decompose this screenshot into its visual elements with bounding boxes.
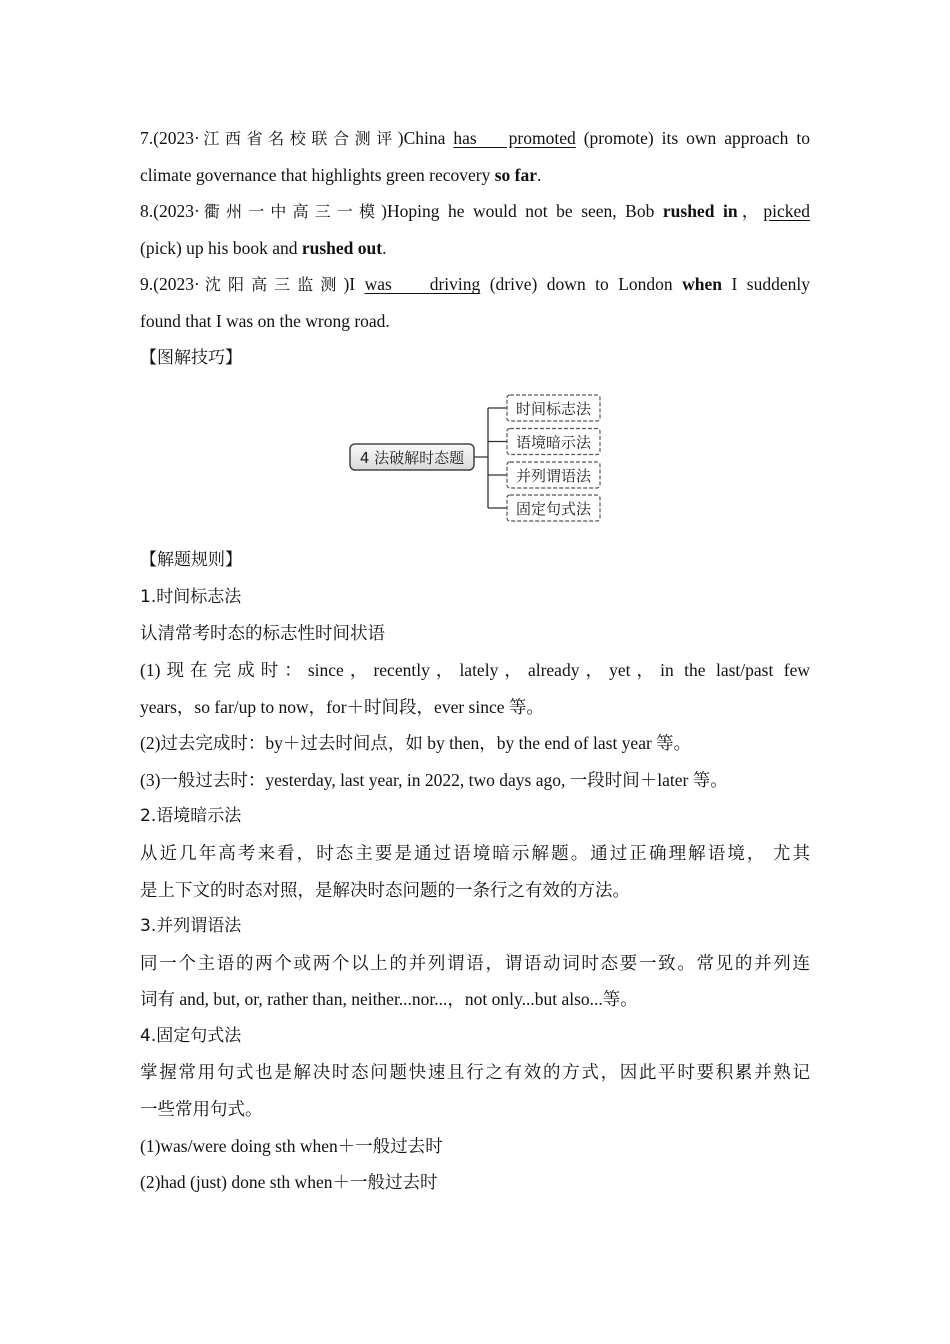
answer-blank: was driving bbox=[364, 274, 481, 295]
rules-heading: 【解题规则】 bbox=[140, 550, 242, 571]
section-3-line-2: 词有 and, but, or, rather than, neither...nor...，not only...but also...等。 bbox=[140, 989, 638, 1010]
answer-blank: picked bbox=[763, 201, 810, 222]
section-3-title: 3.并列谓语法 bbox=[140, 916, 242, 937]
diagram-branch-parallel: 并列谓语法 bbox=[515, 467, 592, 486]
section-3-line-1: 同一个主语的两个或两个以上的并列谓语，谓语动词时态要一致。常见的并列连 bbox=[140, 952, 810, 973]
section-4-pattern-1: (1)was/were doing sth when＋一般过去时 bbox=[140, 1135, 443, 1156]
section-1-item-3: (3)一般过去时：yesterday, last year, in 2022, two days ago, 一段时间＋later 等。 bbox=[140, 769, 728, 790]
section-2-title: 2.语境暗示法 bbox=[140, 806, 242, 827]
diagram-branch-context: 语境暗示法 bbox=[515, 433, 592, 452]
section-1-item-1-line-2: years，so far/up to now，for＋时间段，ever since 等。 bbox=[140, 696, 544, 717]
exercise-9-line-1: 9.(2023·沈阳高三监测)I was driving (drive) down to London when I suddenly bbox=[140, 274, 810, 295]
section-1-title: 1.时间标志法 bbox=[140, 586, 242, 607]
exercise-7-line-2: climate governance that highlights green recovery so far. bbox=[140, 164, 542, 185]
diagram-heading: 【图解技巧】 bbox=[140, 347, 242, 368]
exercise-9-line-2: found that I was on the wrong road. bbox=[140, 310, 390, 331]
exercise-source: 衢州一中高三一模 bbox=[199, 202, 382, 222]
exercise-7-line-1: 7.(2023·江西省名校联合测评)China has promoted (promote) its own approach to bbox=[140, 128, 810, 148]
section-1-item-1-line-1: (1)现在完成时：since，recently，lately，already，yet，in the last/past few bbox=[140, 659, 810, 680]
diagram-svg bbox=[140, 376, 810, 542]
section-4-line-2: 一些常用句式。 bbox=[140, 1099, 263, 1120]
diagram-branch-fixed-pattern: 固定句式法 bbox=[515, 500, 592, 519]
exercise-8-line-2: (pick) up his book and rushed out. bbox=[140, 237, 387, 258]
exercise-8-line-1: 8.(2023·衢州一中高三一模)Hoping he would not be seen, Bob rushed in，picked bbox=[140, 201, 810, 222]
section-2-line-1: 从近几年高考来看，时态主要是通过语境暗示解题。通过正确理解语境， 尤其 bbox=[140, 842, 810, 863]
diagram-connector bbox=[474, 408, 507, 508]
section-1-item-2: (2)过去完成时：by＋过去时间点，如 by then，by the end of last year 等。 bbox=[140, 733, 692, 754]
answer-blank: has promoted bbox=[453, 128, 576, 148]
exercise-source: 沈阳高三监测 bbox=[199, 275, 344, 295]
section-4-title: 4.固定句式法 bbox=[140, 1025, 242, 1046]
exercise-source: 江西省名校联合测评 bbox=[199, 129, 398, 148]
section-4-line-1: 掌握常用句式也是解决时态问题快速且行之有效的方式，因此平时要积累并熟记 bbox=[140, 1062, 810, 1083]
section-1-intro: 认清常考时态的标志性时间状语 bbox=[140, 623, 385, 644]
diagram-branch-time-markers: 时间标志法 bbox=[515, 400, 592, 419]
tense-method-diagram bbox=[140, 376, 810, 542]
section-2-line-2: 是上下文的时态对照，是解决时态问题的一条行之有效的方法。 bbox=[140, 879, 630, 900]
diagram-root-label: 4 法破解时态题 bbox=[359, 449, 465, 468]
document-content bbox=[140, 120, 810, 1201]
section-4-pattern-2: (2)had (just) done sth when＋一般过去时 bbox=[140, 1172, 438, 1193]
